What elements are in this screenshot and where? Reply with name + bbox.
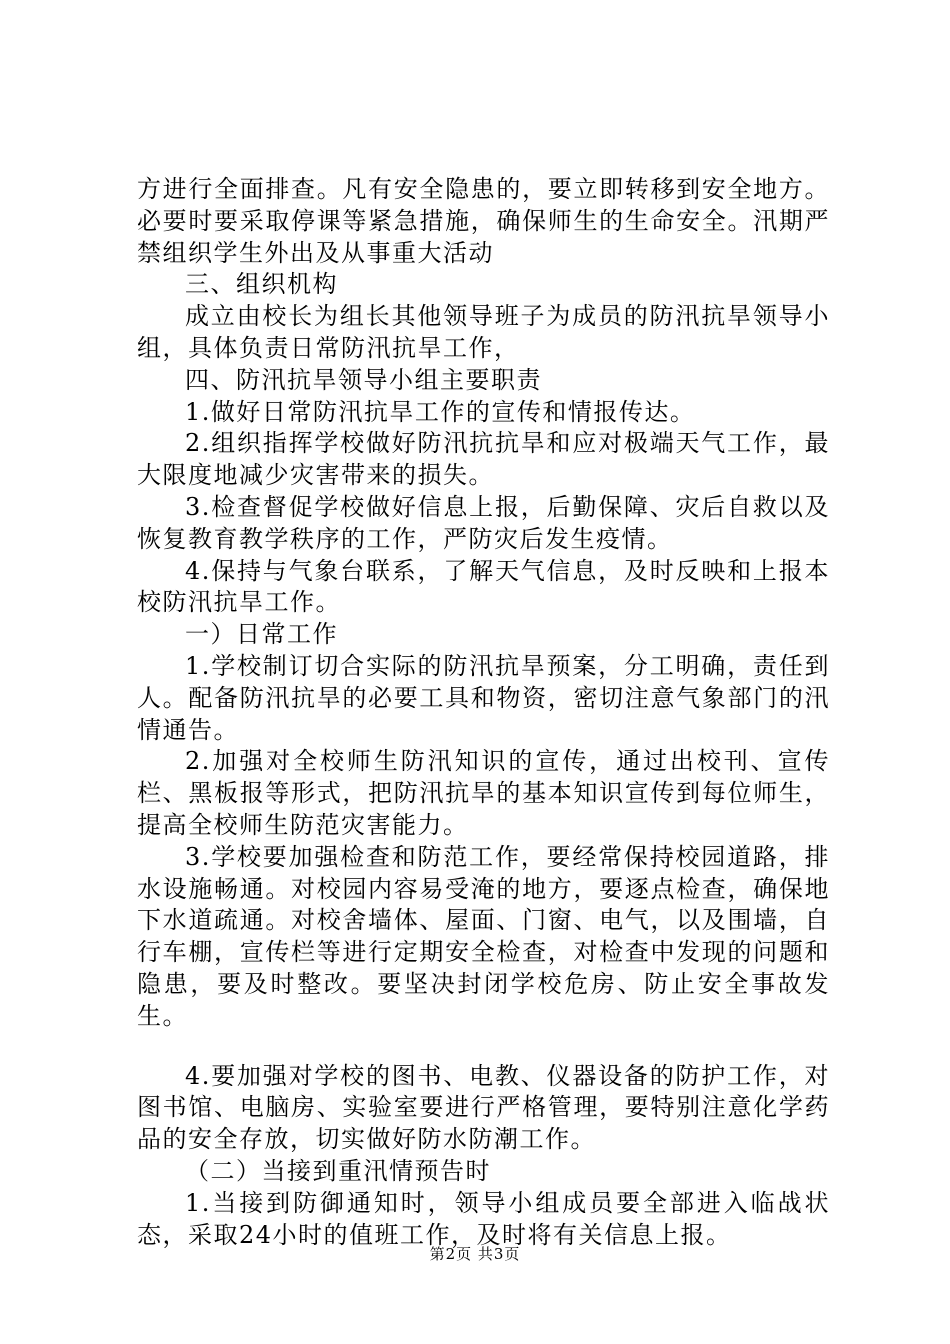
list-item-duty-2: 2.组织指挥学校做好防汛抗抗旱和应对极端天气工作，最大限度地减少灾害带来的损失。 bbox=[137, 429, 830, 490]
subsection-heading-daily-work: 一）日常工作 bbox=[185, 620, 338, 649]
list-item-duty-3: 3.检查督促学校做好信息上报，后勤保障、灾后自救以及恢复教育教学秩序的工作，严防灾后发生疫情。 bbox=[137, 492, 830, 553]
document-body bbox=[137, 174, 830, 1251]
list-item-daily-1: 1.学校制订切合实际的防汛抗旱预案，分工明确，责任到人。配备防汛抗旱的必要工具和物资，密切注意气象部门的汛情通告。 bbox=[137, 651, 830, 744]
page-footer: 第2页 共3页 bbox=[429, 1245, 521, 1263]
paragraph-3: 成立由校长为组长其他领导班子为成员的防汛抗旱领导小组，具体负责日常防汛抗旱工作， bbox=[137, 302, 830, 362]
list-item-duty-4: 4.保持与气象台联系，了解天气信息，及时反映和上报本校防汛抗旱工作。 bbox=[137, 556, 830, 617]
list-item-daily-4: 4.要加强对学校的图书、电教、仪器设备的防护工作，对图书馆、电脑房、实验室要进行严格管理，要特别注意化学药品的安全存放，切实做好防水防潮工作。 bbox=[137, 1061, 830, 1154]
list-item-daily-3: 3.学校要加强检查和防范工作，要经常保持校园道路，排水设施畅通。对校园内容易受淹的地方，要逐点检查，确保地下水道疏通。对校舍墙体、屋面、门窗、电气，以及围墙，自行车棚，宣传栏等进行定期安全检查，对检查中发现的问题和隐患，要及时整改。要坚决封闭学校危房、防止安全事故发生。 bbox=[137, 842, 830, 1030]
list-item-daily-2: 2.加强对全校师生防汛知识的宣传，通过出校刊、宣传栏、黑板报等形式，把防汛抗旱的基本知识宣传到每位师生，提高全校师生防范灾害能力。 bbox=[137, 747, 830, 839]
section-heading-duties: 四、防汛抗旱领导小组主要职责 bbox=[185, 365, 542, 394]
list-item-duty-1: 1.做好日常防汛抗旱工作的宣传和情报传达。 bbox=[185, 397, 696, 426]
section-heading-organization: 三、组织机构 bbox=[185, 270, 338, 299]
list-item-warning-1: 1.当接到防御通知时，领导小组成员要全部进入临战状态，采取24小时的值班工作，及时将有关信息上报。 bbox=[137, 1188, 830, 1249]
paragraph-1: 方进行全面排查。凡有安全隐患的，要立即转移到安全地方。必要时要采取停课等紧急措施，确保师生的生命安全。汛期严禁组织学生外出及从事重大活动 bbox=[137, 175, 830, 267]
subsection-heading-flood-warning: （二）当接到重汛情预告时 bbox=[185, 1156, 491, 1185]
